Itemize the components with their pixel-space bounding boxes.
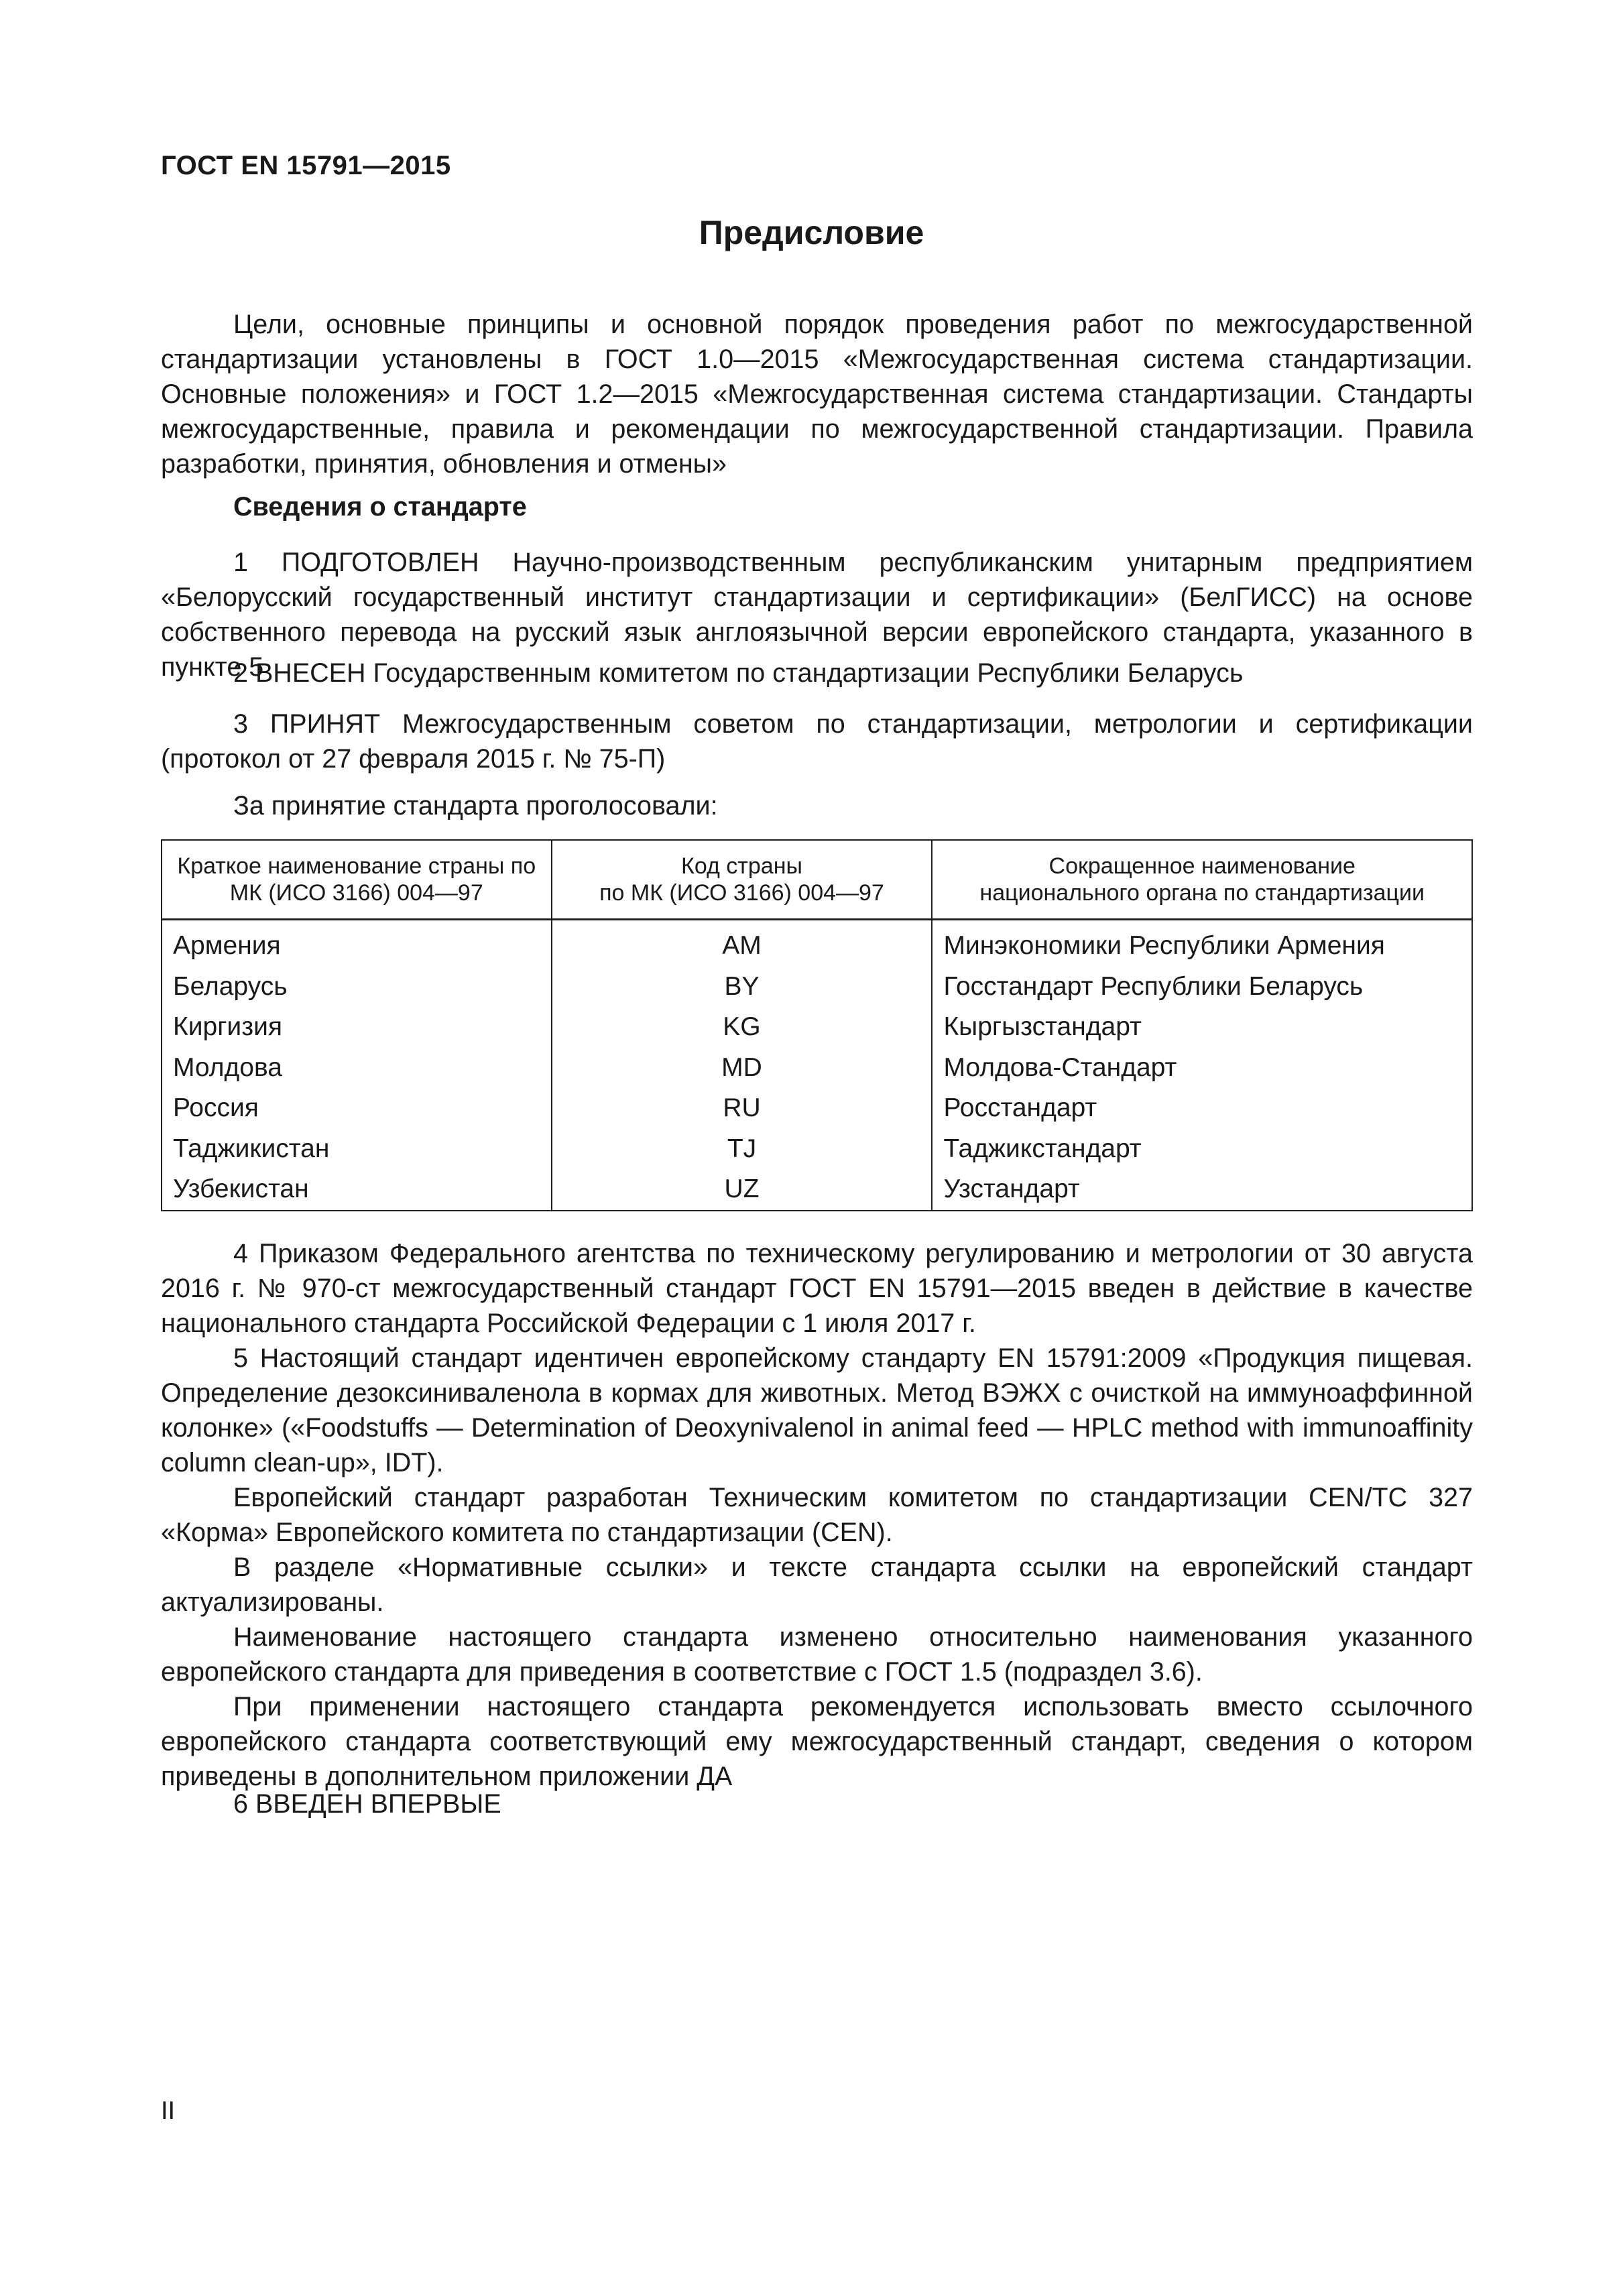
cell-country: Киргизия [162, 1007, 552, 1048]
cell-code: BY [552, 967, 933, 1008]
cell-standards-body: Минэкономики Республики Армения [932, 920, 1472, 967]
cell-country: Узбекистан [162, 1169, 552, 1211]
item3-paragraph: 3 ПРИНЯТ Межгосударственным советом по стандартизации, метрологии и сертификации (протокол от 27 февраля 2015 г. № 75-П) [161, 709, 1473, 774]
item3-block [161, 707, 1473, 776]
cell-country: Молдова [162, 1048, 552, 1089]
cell-country: Армения [162, 920, 552, 967]
cell-country: Беларусь [162, 967, 552, 1008]
intro-block [161, 307, 1473, 481]
page-title: Предисловие [699, 214, 924, 251]
item6-paragraph: 6 ВВЕДЕН ВПЕРВЫЕ [233, 1789, 501, 1819]
item1-paragraph: 1 ПОДГОТОВЛЕН Научно-производственным республиканским унитарным предприятием «Белорусский государственный институт стандартизации и сертификации» (БелГИСС) на основе собственного перевода на русский язык англоязычной версии европейского стандарта, указанного в пункте 5 [161, 548, 1473, 682]
item4-paragraph: 4 Приказом Федерального агентства по техническому регулированию и метрологии от 30 августа 2016 г. № 970-ст межгосударственный стандарт ГОСТ EN 15791—2015 введен в действие в качестве национального стандарта Российской Федерации с 1 июля 2017 г. [161, 1239, 1473, 1338]
table-row [162, 1169, 1472, 1211]
cell-code: AM [552, 920, 933, 967]
cell-standards-body: Молдова-Стандарт [932, 1048, 1472, 1089]
item2-paragraph: 2 ВНЕСЕН Государственным комитетом по стандартизации Республики Беларусь [233, 658, 1244, 688]
cell-standards-body: Кыргызстандарт [932, 1007, 1472, 1048]
table-row [162, 920, 1472, 967]
header-code: Код страны по МК (ИСО 3166) 004—97 [552, 840, 933, 920]
cell-standards-body: Таджикстандарт [932, 1129, 1472, 1170]
cell-standards-body: Росстандарт [932, 1088, 1472, 1129]
item5-cen-paragraph: Европейский стандарт разработан Техническим комитетом по стандартизации CEN/TC 327 «Корма» Европейского комитета по стандартизации (CEN). [161, 1483, 1473, 1547]
cell-code: UZ [552, 1169, 933, 1211]
cell-code: KG [552, 1007, 933, 1048]
cell-standards-body: Узстандарт [932, 1169, 1472, 1211]
header-country: Краткое наименование страны по МК (ИСО 3166) 004—97 [162, 840, 552, 920]
section-heading: Сведения о стандарте [233, 492, 527, 522]
table-row [162, 1048, 1472, 1089]
vote-intro: За принятие стандарта проголосовали: [233, 791, 718, 821]
cell-code: RU [552, 1088, 933, 1129]
page-number: II [161, 2097, 176, 2125]
cell-code: MD [552, 1048, 933, 1089]
item5-usage-paragraph: При применении настоящего стандарта рекомендуется использовать вместо ссылочного европейского стандарта соответствующий ему межгосударственный стандарт, сведения о котором приведены в дополнительном приложении ДА [161, 1692, 1473, 1791]
cell-code: TJ [552, 1129, 933, 1170]
table-row [162, 1088, 1472, 1129]
table-row [162, 1007, 1472, 1048]
cell-country: Таджикистан [162, 1129, 552, 1170]
item5-name-change-paragraph: Наименование настоящего стандарта изменено относительно наименования указанного европейского стандарта для приведения в соответствие с ГОСТ 1.5 (подраздел 3.6). [161, 1622, 1473, 1687]
table-row [162, 967, 1472, 1008]
item5-references-paragraph: В разделе «Нормативные ссылки» и тексте стандарта ссылки на европейский стандарт актуализированы. [161, 1553, 1473, 1617]
cell-country: Россия [162, 1088, 552, 1129]
table-row [162, 1129, 1472, 1170]
item4-block [161, 1236, 1473, 1794]
voting-countries-table [161, 839, 1473, 1211]
document-header: ГОСТ EN 15791—2015 [161, 151, 451, 180]
header-standards-body: Сокращенное наименование национального органа по стандартизации [932, 840, 1472, 920]
item5-paragraph: 5 Настоящий стандарт идентичен европейскому стандарту EN 15791:2009 «Продукция пищевая. Определение дезоксиниваленола в кормах для животных. Метод ВЭЖХ с очисткой на иммуноаффинной колонке» («Foodstuffs — Determination of Deoxynivalenol in animal feed — HPLC method with immunoaffinity column clean-up», IDT). [161, 1343, 1473, 1477]
cell-standards-body: Госстандарт Республики Беларусь [932, 967, 1472, 1008]
intro-paragraph: Цели, основные принципы и основной порядок проведения работ по межгосударственной стандартизации установлены в ГОСТ 1.0—2015 «Межгосударственная система стандартизации. Основные положения» и ГОСТ 1.2—2015 «Межгосударственная система стандартизации. Стандарты межгосударственные, правила и рекомендации по межгосударственной стандартизации. Правила разработки, принятия, обновления и отмены» [161, 310, 1473, 479]
table-header-row [162, 840, 1472, 920]
